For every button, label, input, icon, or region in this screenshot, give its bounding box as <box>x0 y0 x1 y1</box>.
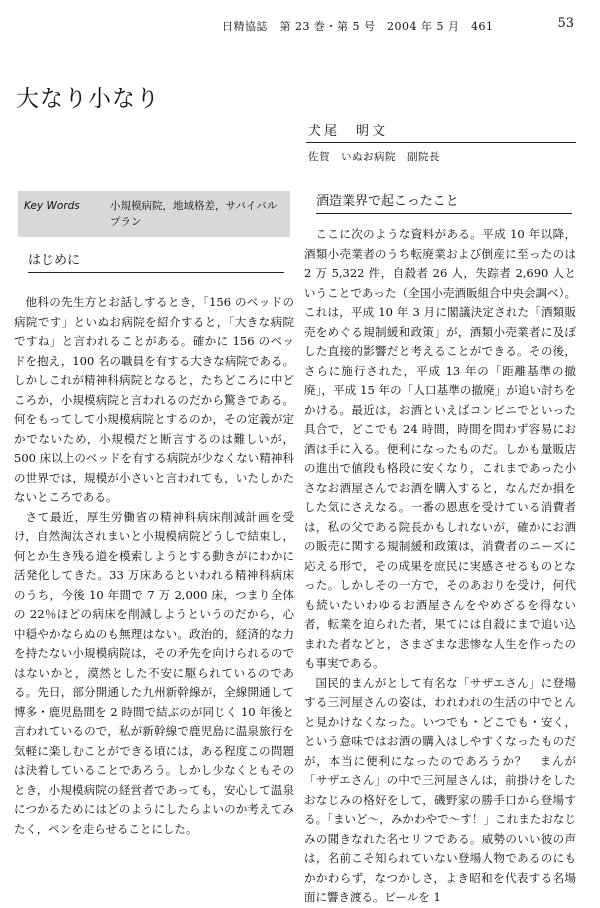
keywords-box <box>18 191 290 237</box>
journal-citation: 日精協誌 第 23 巻・第 5 号 2004 年 5 月 461 <box>222 20 494 33</box>
liquor-paragraph: ここに次のような資料がある。平成 10 年以降，酒類小売業者のうち転廃業および倒産に至ったのは 2 万 5,322 件，自殺者 26 人，失踪者 2,690 人ということであった（全国小売酒販組合中央会調べ）。これは，平成 10 年 3 月に閣議決定された「酒類販売をめぐる規制緩和政策」が，酒類小売業者に及ぼした直接的影響だと考えることができる。その後，さらに施行された，平成 13 年の「距離基準の撤廃」，平成 15 年の「人口基準の撤廃」が追い討ちをかける。最近は，お酒といえばコンビニでといった具合で，どこでも 24 時間，時間を問わず容易にお酒は手に入る。便利になったものだ。しかも量販店の進出で値段も格段に安くなり，これまであった小さなお酒屋さんでお酒を購入すると，なんだか損をした気にさえなる。一番の恩恵を受けている消費者は，私の父である院長かもしれないが，確かにお酒の販売に関する規制緩和政策は，消費者のニーズに応える形で，その成果を庶民に実感させるものとなった。しかしその一方で，そのあおりを受け，何代も続いたいわゆるお酒屋さんをやめざるを得ない者，転業を迫られた者，果てには自殺にまで追い込まれた者などと，さまざまな悲惨な人生を作ったのも事実である。 <box>304 227 576 670</box>
liquor-paragraph: 国民的まんがとして有名な「サザエさん」に登場する三河屋さんの姿は，われわれの生活の中でとんと見かけなくなった。いつでも・どこでも・安く，という意味ではお酒の購入はしやすくなったものだが，本当に便利になったのであろうか？ まんが「サザエさん」の中で三河屋さんは，前掛けをしたおなじみの格好をして，磯野家の勝手口から登場する。「まいど～，みかわやで～す！」これまたおなじみの聞きなれた名セリフである。威勢のいい彼の声は，名前こそ知られていない登場人物であるのにもかかわらず，なつかしさ，よき昭和を代表する名場面に響き渡る。ビールを 1 <box>304 675 576 904</box>
author-affiliation: 佐賀 いぬお病院 副院長 <box>308 151 440 163</box>
section-heading-liquor <box>316 190 572 214</box>
intro-paragraph: さて最近，厚生労働省の精神科病床削減計画を受け，自然淘汰されまいと小規模病院どうしで結束し，何とか生き残る道を模索しようとする動きがにわかに活発化してきた。33 万床あるといわれる精神科病床のうち，今後 10 年間で 7 万 2,000 床，つまり全体の 22％ほどの病床を削減しようというのだから，心中穏やかならぬのも無理はない。政治的，経済的な力を持たない小規模病院は，その矛先を向けられるのではないかと，漠然とした不安に駆られているのである。先日，部分開通した九州新幹線が，全線開通して博多・鹿児島間を 2 時間で結ぶのが同じく 10 年後と言われているので，私が新幹線で鹿児島に温泉旅行を気軽に楽しむことができる頃には，ある程度この問題は決着していることであろう。しかし少なくともそのとき，小規模病院の経営者であっても，安心して温泉につかるためにはどのようにしたらよいのか考えてみたく，ペンを走らせることにした。 <box>14 509 294 836</box>
section-heading-intro-text: はじめに <box>28 249 284 273</box>
author-name: 犬尾 明文 <box>306 120 576 143</box>
right-column-body <box>304 225 576 908</box>
left-column-body <box>14 293 294 839</box>
section-heading-liquor-text: 酒造業界で起こったこと <box>316 190 572 214</box>
keywords-label: Key Words <box>24 200 80 212</box>
page-number: 53 <box>557 16 574 31</box>
intro-paragraph: 他科の先生方とお話しするとき，「156 のベッドの病院です」といぬお病院を紹介すると，「大きな病院ですね」と言われることがある。確かに 156 のベッドを抱え，100 名の職員を有する大きな病院である。しかしこれが精神科病院となると，たちどころに中どころか，小規模病院と言われるのだから驚きである。何をもってして小規模病院とするのか，その定義が定かでないため，小規模だと断言するのは難しいが，500 床以上のベッドを有する病院が少なくない精神科の世界では，規模が小さいと言われても，いたしかたないところである。 <box>14 295 294 504</box>
article-title: 大なり小なり <box>16 86 160 112</box>
keywords-text: 小規模病院，地域格差，サバイバルプラン <box>110 200 278 228</box>
running-header <box>0 16 600 36</box>
author-block <box>306 120 576 164</box>
section-heading-intro <box>28 249 284 273</box>
